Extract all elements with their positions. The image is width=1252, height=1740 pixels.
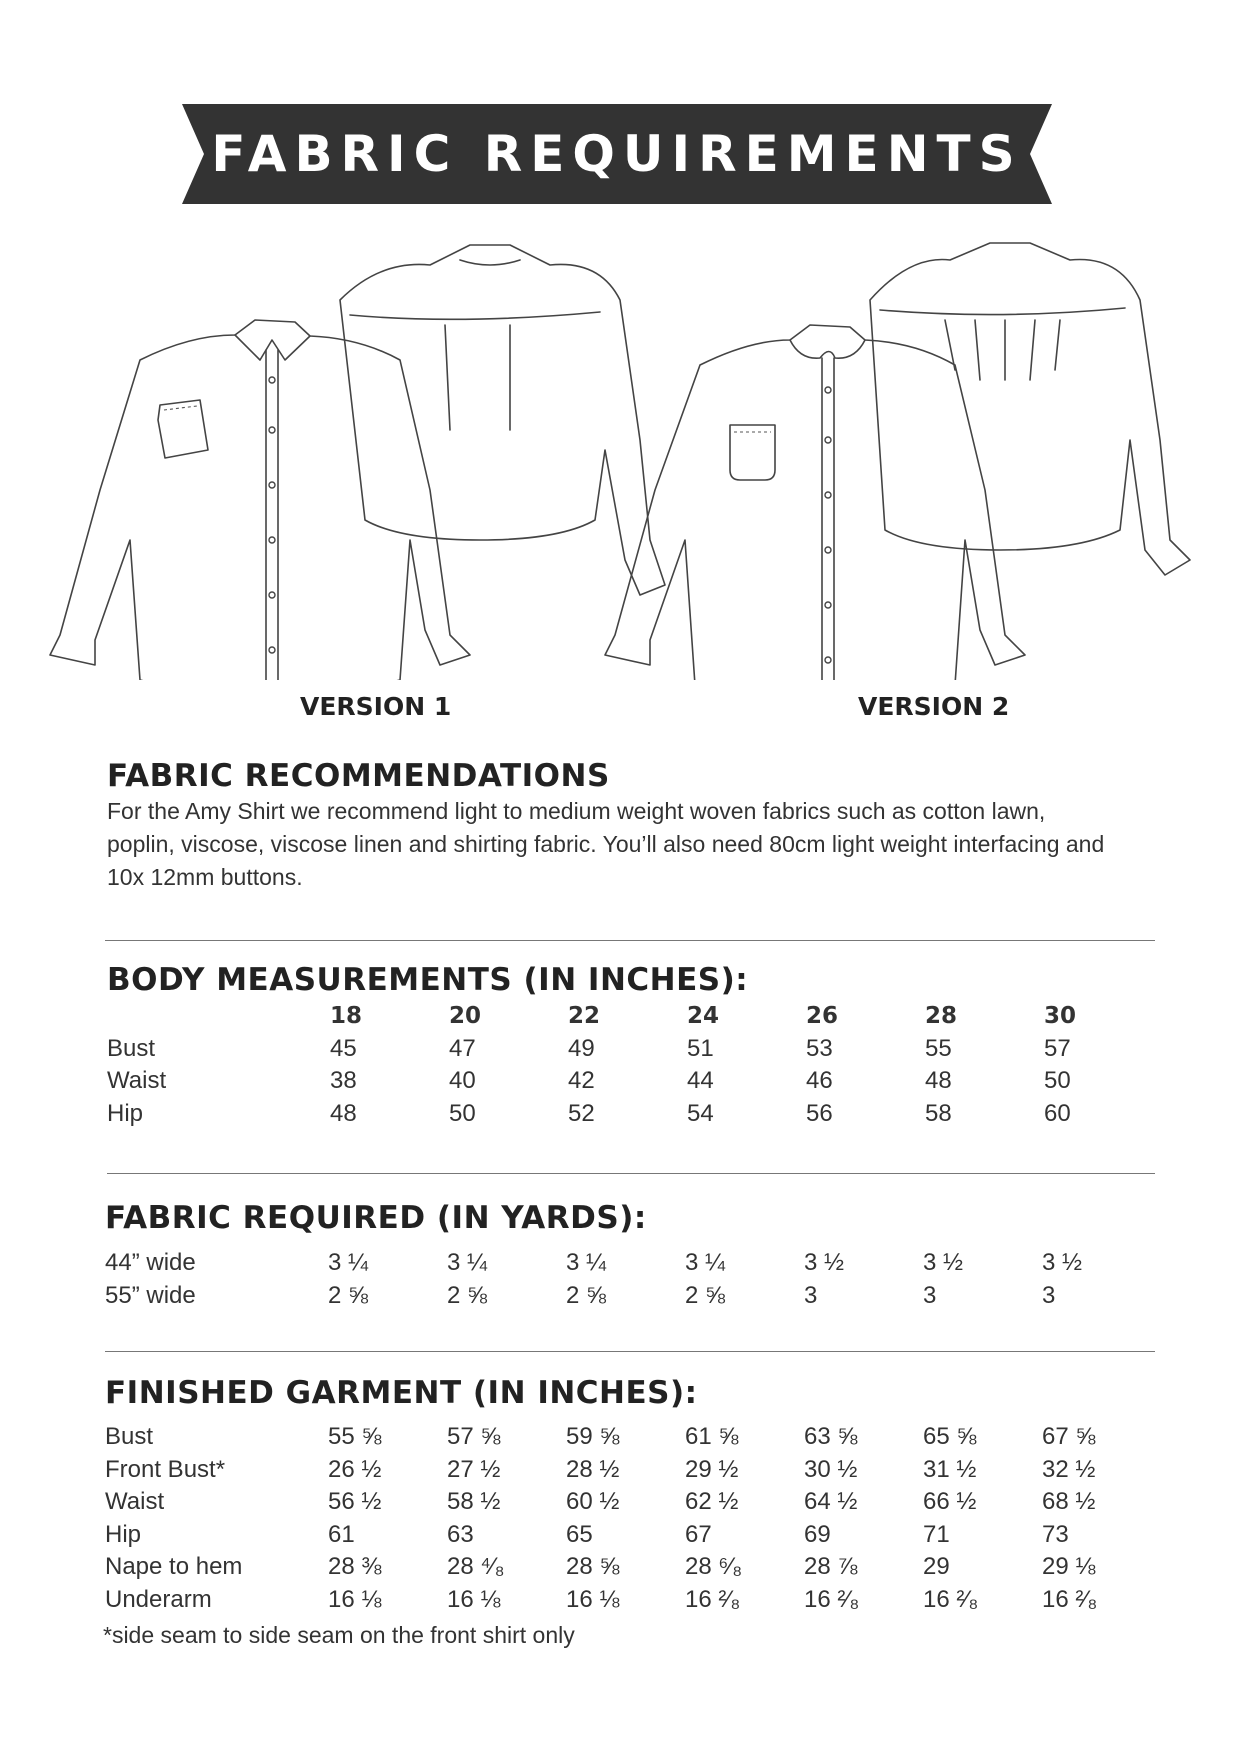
table-cell: 57 <box>1044 1034 1071 1062</box>
table-cell: 2 ⅝ <box>447 1281 488 1309</box>
table-cell: 30 ½ <box>804 1455 858 1483</box>
title-banner <box>182 104 1052 204</box>
size-header: 22 <box>568 1003 601 1030</box>
table-cell: 65 ⅝ <box>923 1423 977 1451</box>
fabric-required-table <box>105 1247 1161 1312</box>
table-cell: 46 <box>806 1067 833 1095</box>
row-label: Hip <box>107 1099 144 1127</box>
table-cell: 63 <box>447 1520 474 1548</box>
table-cell: 49 <box>568 1034 595 1062</box>
size-header-row <box>107 1000 1163 1033</box>
footnote: *side seam to side seam on the front shirt only <box>103 1622 575 1648</box>
table-cell: 29 ⅛ <box>1042 1553 1096 1581</box>
table-cell: 3 <box>1042 1281 1056 1309</box>
table-cell: 3 ¼ <box>328 1249 369 1277</box>
table-cell: 53 <box>806 1034 833 1062</box>
table-cell: 2 ⅝ <box>566 1281 607 1309</box>
recommendations-heading: FABRIC RECOMMENDATIONS <box>107 758 610 794</box>
table-cell: 61 <box>328 1520 355 1548</box>
table-cell: 47 <box>449 1034 476 1062</box>
version-2-label: VERSION 2 <box>858 692 1010 721</box>
body-measurements-table <box>107 1000 1163 1130</box>
table-cell: 65 <box>566 1520 593 1548</box>
table-row <box>105 1584 1161 1617</box>
size-header: 26 <box>806 1003 839 1030</box>
table-cell: 3 ¼ <box>566 1249 607 1277</box>
row-label: Bust <box>107 1034 156 1062</box>
table-cell: 3 ½ <box>804 1249 845 1277</box>
table-cell: 61 ⅝ <box>685 1423 739 1451</box>
row-label: Front Bust* <box>105 1455 226 1483</box>
table-cell: 63 ⅝ <box>804 1423 858 1451</box>
table-cell: 29 ½ <box>685 1455 739 1483</box>
table-cell: 44 <box>687 1067 714 1095</box>
size-header: 20 <box>449 1003 482 1030</box>
table-cell: 68 ½ <box>1042 1488 1096 1516</box>
table-row <box>105 1280 1161 1313</box>
version2-back-shirt-drawing <box>870 243 1190 575</box>
divider <box>105 940 1155 941</box>
table-cell: 56 <box>806 1099 833 1127</box>
table-row <box>107 1098 1163 1131</box>
table-cell: 57 ⅝ <box>447 1423 501 1451</box>
shirt-illustrations <box>40 240 1210 680</box>
recommendations-text <box>107 795 1157 894</box>
table-cell: 31 ½ <box>923 1455 977 1483</box>
table-cell: 50 <box>449 1099 476 1127</box>
table-cell: 29 <box>923 1553 950 1581</box>
table-cell: 28 ⅝ <box>566 1553 620 1581</box>
table-row <box>105 1519 1161 1552</box>
table-cell: 60 ½ <box>566 1488 620 1516</box>
table-row <box>105 1421 1161 1454</box>
table-cell: 42 <box>568 1067 595 1095</box>
table-cell: 16 ²⁄₈ <box>923 1585 979 1613</box>
size-header: 28 <box>925 1003 958 1030</box>
table-cell: 48 <box>925 1067 952 1095</box>
table-cell: 3 <box>923 1281 937 1309</box>
table-cell: 54 <box>687 1099 714 1127</box>
table-cell: 16 ⅛ <box>447 1585 501 1613</box>
version1-back-shirt-drawing <box>340 245 665 595</box>
version-1-label: VERSION 1 <box>300 692 452 721</box>
table-cell: 51 <box>687 1034 714 1062</box>
row-label: Underarm <box>105 1585 212 1613</box>
body-measurements-heading: BODY MEASUREMENTS (IN INCHES): <box>107 962 749 998</box>
table-cell: 26 ½ <box>328 1455 382 1483</box>
table-cell: 64 ½ <box>804 1488 858 1516</box>
table-cell: 32 ½ <box>1042 1455 1096 1483</box>
table-cell: 2 ⅝ <box>328 1281 369 1309</box>
table-cell: 58 ½ <box>447 1488 501 1516</box>
table-row <box>107 1033 1163 1066</box>
version2-front-shirt-drawing <box>605 325 1025 680</box>
table-cell: 60 <box>1044 1099 1071 1127</box>
table-row <box>107 1065 1163 1098</box>
finished-garment-heading: FINISHED GARMENT (IN INCHES): <box>105 1375 698 1411</box>
table-cell: 28 ½ <box>566 1455 620 1483</box>
table-cell: 67 <box>685 1520 712 1548</box>
size-header: 18 <box>330 1003 363 1030</box>
table-cell: 16 ²⁄₈ <box>1042 1585 1098 1613</box>
size-header: 24 <box>687 1003 720 1030</box>
recommendations-line: For the Amy Shirt we recommend light to medium weight woven fabrics such as cotton lawn, <box>107 798 1046 824</box>
table-row <box>105 1486 1161 1519</box>
row-label: Bust <box>105 1423 154 1451</box>
table-cell: 69 <box>804 1520 831 1548</box>
table-cell: 55 ⅝ <box>328 1423 382 1451</box>
table-cell: 59 ⅝ <box>566 1423 620 1451</box>
table-cell: 56 ½ <box>328 1488 382 1516</box>
divider <box>105 1351 1155 1352</box>
table-cell: 3 ¼ <box>447 1249 488 1277</box>
row-label: Hip <box>105 1520 142 1548</box>
page-title: FABRIC REQUIREMENTS <box>211 125 1023 183</box>
table-row <box>105 1247 1161 1280</box>
table-cell: 28 ⅜ <box>328 1553 382 1581</box>
table-cell: 28 ⅞ <box>804 1553 858 1581</box>
row-label: Nape to hem <box>105 1553 243 1581</box>
recommendations-line: 10x 12mm buttons. <box>107 864 303 890</box>
version1-front-shirt-drawing <box>50 320 470 680</box>
table-cell: 16 ²⁄₈ <box>804 1585 860 1613</box>
table-cell: 73 <box>1042 1520 1069 1548</box>
row-label: 44” wide <box>105 1249 196 1277</box>
table-cell: 62 ½ <box>685 1488 739 1516</box>
row-label: Waist <box>107 1067 167 1095</box>
table-cell: 58 <box>925 1099 952 1127</box>
table-cell: 66 ½ <box>923 1488 977 1516</box>
table-cell: 16 ⅛ <box>328 1585 382 1613</box>
size-header: 30 <box>1044 1003 1077 1030</box>
table-cell: 3 <box>804 1281 818 1309</box>
table-cell: 3 ¼ <box>685 1249 726 1277</box>
table-cell: 27 ½ <box>447 1455 501 1483</box>
table-row <box>105 1551 1161 1584</box>
table-cell: 28 ⁴⁄₈ <box>447 1553 505 1581</box>
table-cell: 40 <box>449 1067 476 1095</box>
table-cell: 55 <box>925 1034 952 1062</box>
divider <box>107 1173 1155 1174</box>
table-cell: 2 ⅝ <box>685 1281 726 1309</box>
finished-garment-table <box>105 1421 1161 1616</box>
table-cell: 3 ½ <box>1042 1249 1083 1277</box>
table-cell: 38 <box>330 1067 357 1095</box>
table-cell: 16 ⅛ <box>566 1585 620 1613</box>
table-cell: 71 <box>923 1520 950 1548</box>
table-cell: 52 <box>568 1099 595 1127</box>
recommendations-line: poplin, viscose, viscose linen and shirting fabric. You’ll also need 80cm light weight interfacing and <box>107 831 1105 857</box>
table-cell: 3 ½ <box>923 1249 964 1277</box>
table-cell: 45 <box>330 1034 357 1062</box>
row-label: Waist <box>105 1488 165 1516</box>
table-row <box>105 1454 1161 1487</box>
table-cell: 48 <box>330 1099 357 1127</box>
table-cell: 28 ⁶⁄₈ <box>685 1553 743 1581</box>
table-cell: 67 ⅝ <box>1042 1423 1096 1451</box>
fabric-required-heading: FABRIC REQUIRED (IN YARDS): <box>105 1200 647 1236</box>
row-label: 55” wide <box>105 1281 196 1309</box>
table-cell: 50 <box>1044 1067 1071 1095</box>
table-cell: 16 ²⁄₈ <box>685 1585 741 1613</box>
